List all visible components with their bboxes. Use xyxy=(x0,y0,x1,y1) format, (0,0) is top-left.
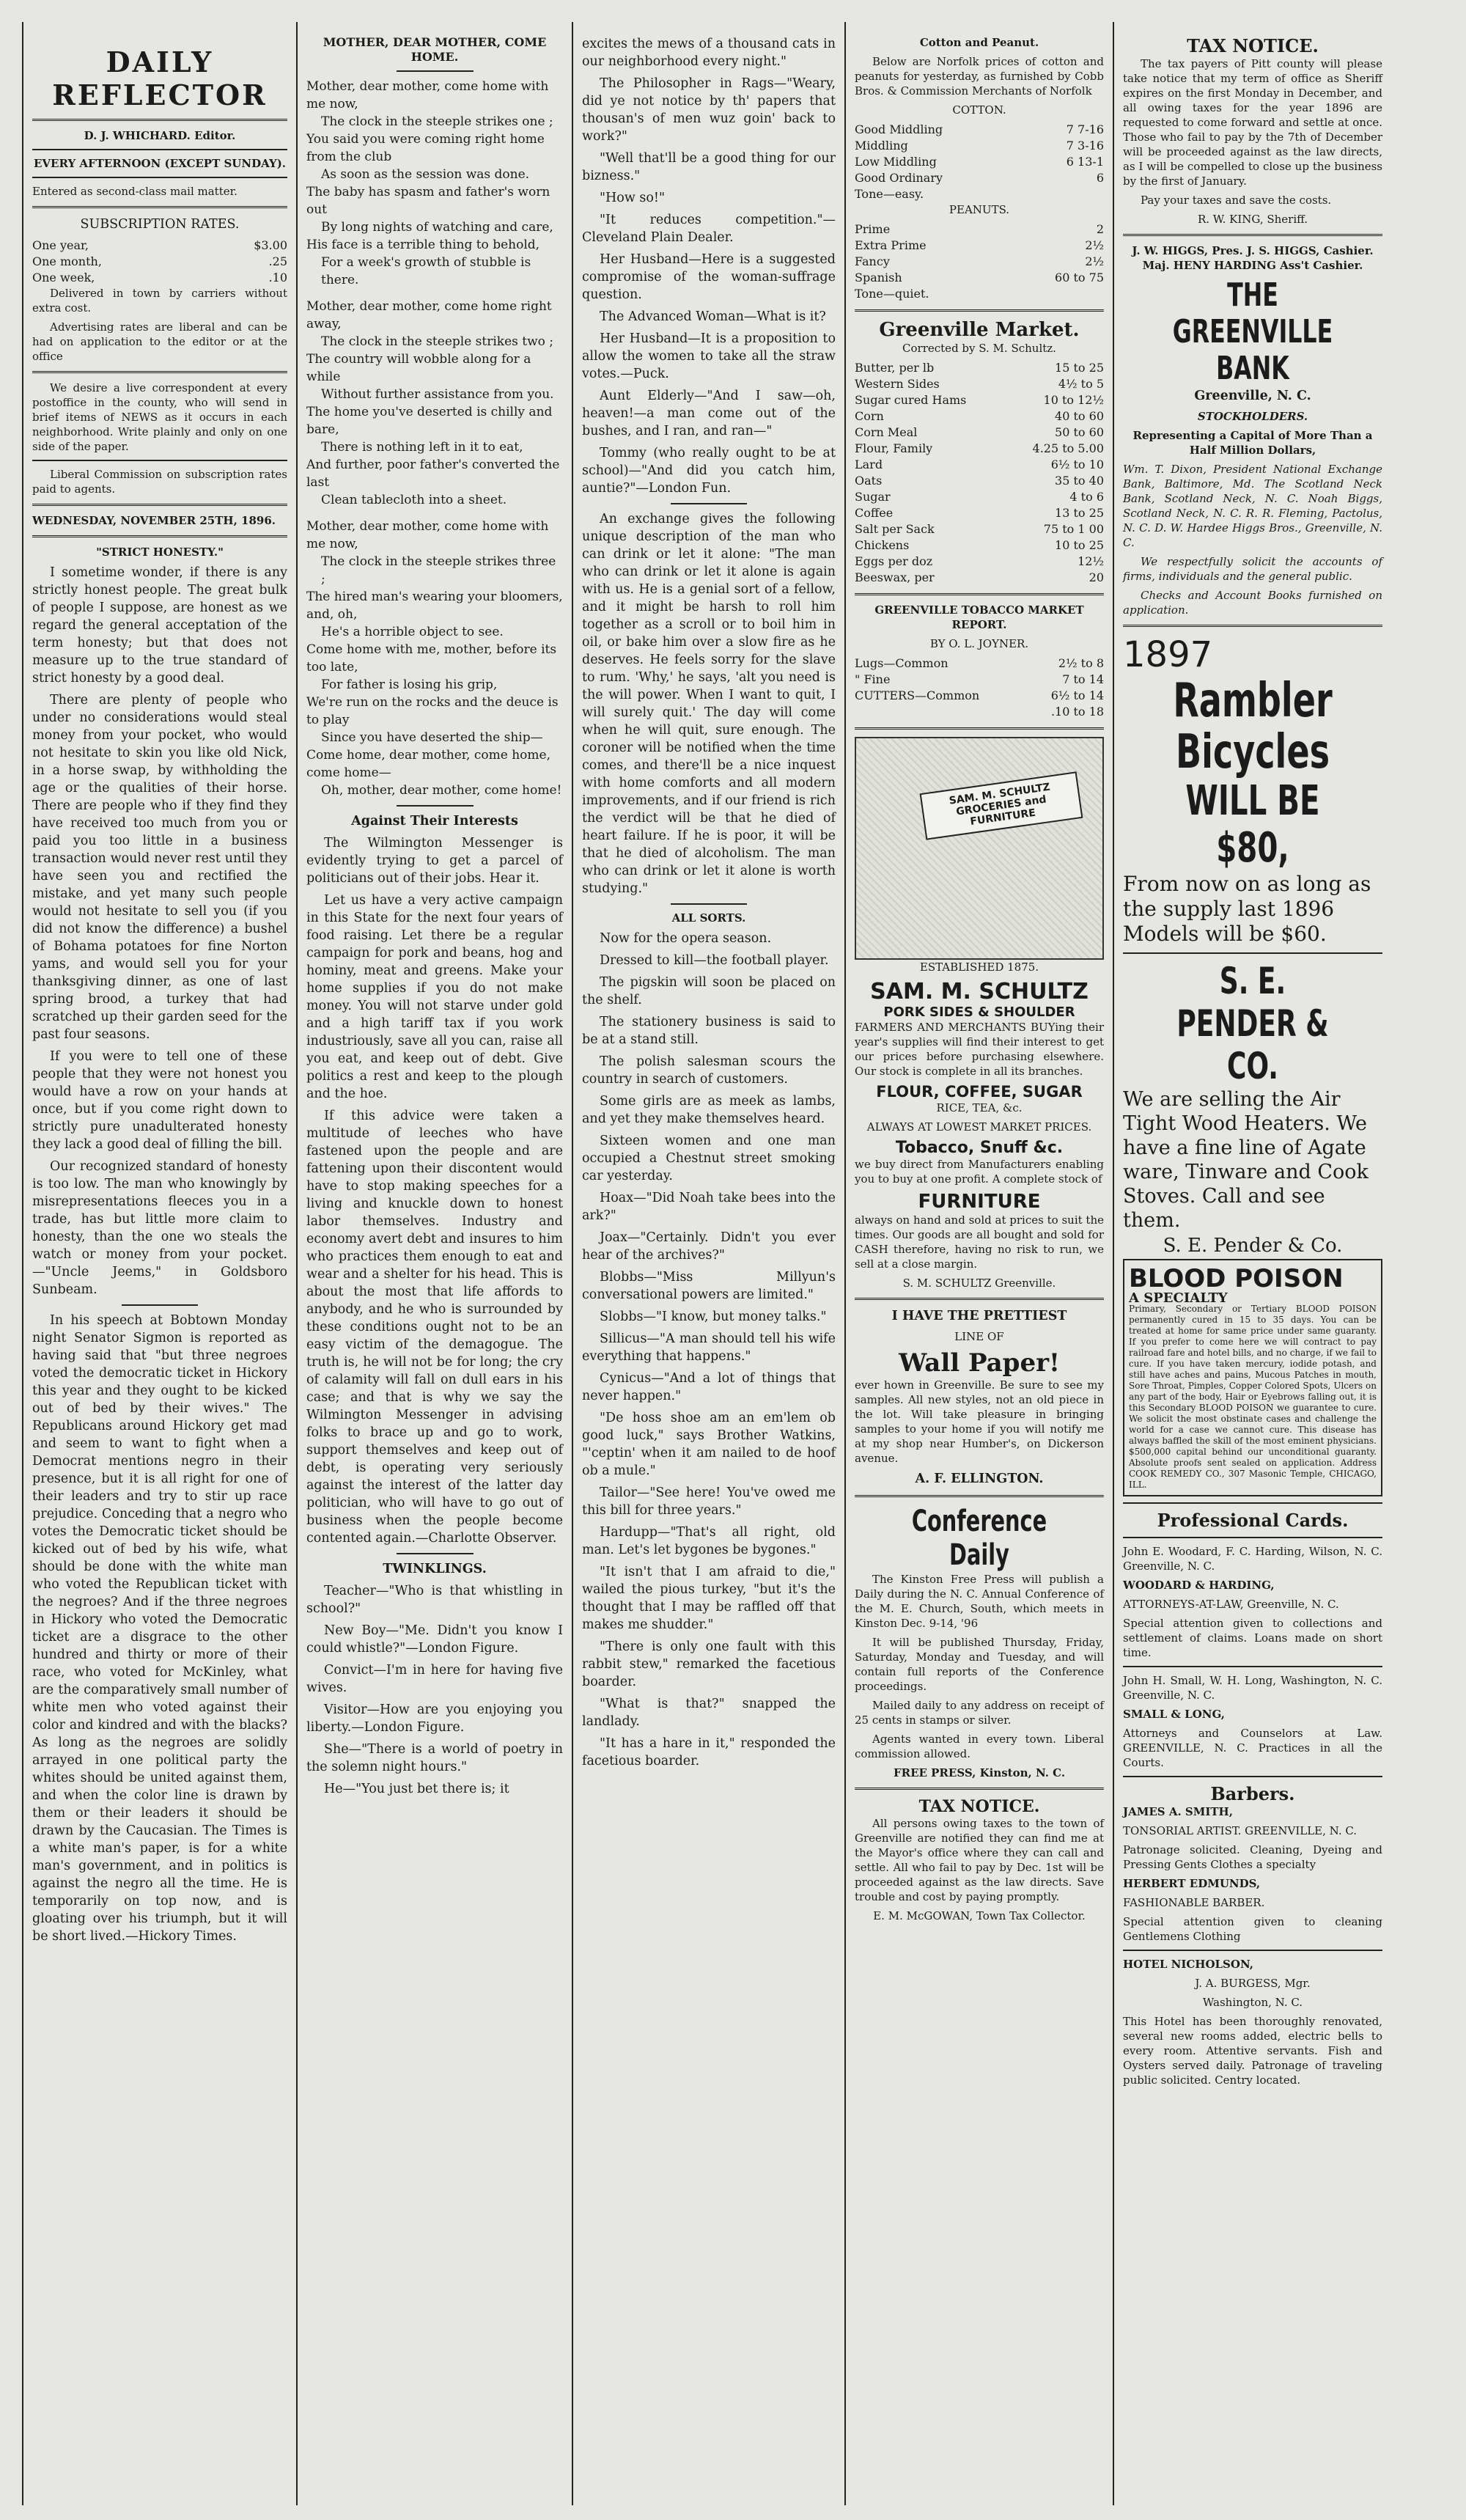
joke-paragraph: Aunt Elderly—"And I saw—oh, heaven!—a man come out of the bushes, and I ran, and ran—" xyxy=(582,389,836,438)
card-name: HOTEL NICHOLSON, xyxy=(1123,1958,1253,1971)
divider xyxy=(1123,234,1382,236)
joke-paragraph: Visitor—How are you enjoying you liberty.—London Figure. xyxy=(306,1702,563,1735)
price-row: Salt per Sack 75 to 1 00 xyxy=(855,522,1104,536)
cotton-title: Cotton and Peanut. xyxy=(919,36,1039,49)
column-rule xyxy=(296,22,298,2505)
divider xyxy=(32,460,287,461)
divider xyxy=(32,535,287,537)
price-row: Oats 35 to 40 xyxy=(855,474,1104,488)
poem-line: The hired man's wearing your bloomers, and, oh, xyxy=(306,589,563,622)
rambler-headline: Rambler Bicycles xyxy=(1173,674,1333,779)
divider xyxy=(1123,1502,1382,1504)
divider xyxy=(397,805,474,807)
column-poem xyxy=(299,29,570,2505)
peanuts-table xyxy=(855,221,1104,302)
article-title: "STRICT HONESTY." xyxy=(96,545,224,559)
poem-line: Mother, dear mother, come home with me now, xyxy=(306,79,549,111)
rates-list xyxy=(32,238,287,286)
joke-paragraph: The Philosopher in Rags—"Weary, did ye not notice by th' papers that thousan's of men wuz goin' back to work?" xyxy=(582,76,836,144)
card-title: ATTORNEYS-AT-LAW, Greenville, N. C. xyxy=(1123,1598,1339,1611)
poem-line: By long nights of watching and care, xyxy=(321,220,553,235)
tax-text: All persons owing taxes to the town of Greenville are notified they can find me at the Mayor's office where they can call and settle. All who fail to pay by Dec. 1st will be proceeded against as the law directs. Save trouble and cost by paying promptly. xyxy=(855,1817,1104,1903)
brief-item: "It has a hare in it," responded the facetious boarder. xyxy=(582,1736,836,1768)
column-rule xyxy=(22,22,23,2505)
market-title: Greenville Market. xyxy=(879,319,1080,341)
column-markets xyxy=(847,29,1111,2505)
card-name: JAMES A. SMITH, xyxy=(1123,1805,1233,1818)
joke-paragraph: Her Husband—Here is a suggested compromise of the woman-suffrage question. xyxy=(582,252,836,302)
poem-line: Come home with me, mother, before its too late, xyxy=(306,642,557,675)
joke-paragraph: He—"You just bet there is; it xyxy=(324,1782,509,1796)
brief-item: Now for the opera season. xyxy=(600,931,772,946)
joke-paragraph: "It reduces competition."—Cleveland Plain Dealer. xyxy=(582,213,836,245)
wallpaper-text: ever hown in Greenville. Be sure to see my samples. All new styles, not an old piece in the lot. Will take pleasure in bringing samples to your home if you will notify me at my shop near Humber's, on Dickerson avenue. xyxy=(855,1378,1104,1465)
divider xyxy=(671,903,747,905)
brief-item: Joax—"Certainly. Didn't you ever hear of the archives?" xyxy=(582,1230,836,1263)
divider xyxy=(32,177,287,178)
furniture-line: FURNITURE xyxy=(918,1191,1041,1213)
poem xyxy=(306,78,563,799)
divider xyxy=(1123,625,1382,627)
poem-line: You said you were coming right home from the club xyxy=(306,132,545,164)
brief-item: Dressed to kill—the football player. xyxy=(600,953,829,968)
tobacco-byline: BY O. L. JOYNER. xyxy=(929,637,1029,650)
price-row: Butter, per lb 15 to 25 xyxy=(855,361,1104,375)
poem-line: Since you have deserted the ship— xyxy=(321,730,543,745)
poem-line: The clock in the steeple strikes two ; xyxy=(321,334,554,349)
brief-item: The polish salesman scours the country in search of customers. xyxy=(582,1054,836,1087)
article-paragraph: If you were to tell one of these people that they were not honest you would have a row on your hands at once, but if you come right down to strictly pure unadulterated honesty they lack a good deal of filling the bill. xyxy=(32,1049,287,1152)
joke-paragraph: "Well that'll be a good thing for our bizness." xyxy=(582,151,836,183)
rates-note: Delivered in town by carriers without extra cost. xyxy=(32,287,287,315)
schedule-line: EVERY AFTERNOON (EXCEPT SUNDAY). xyxy=(33,157,287,170)
market-subtitle: Corrected by S. M. Schultz. xyxy=(902,342,1056,355)
brief-item: Sillicus—"A man should tell his wife everything that happens." xyxy=(582,1331,836,1364)
article-paragraph: I sometime wonder, if there is any strictly honest people. The great bulk of people I suppose, are honest as we regard the general acceptation of the term honesty; but that does not measure up to the true standard of strict honesty by a good deal. xyxy=(32,565,287,686)
conference-text: Agents wanted in every town. Liberal commission allowed. xyxy=(855,1733,1104,1760)
free-press-signature: FREE PRESS, Kinston, N. C. xyxy=(893,1766,1066,1779)
card-text: Attorneys and Counselors at Law. GREENVILLE, N. C. Practices in all the Courts. xyxy=(1123,1727,1382,1769)
wallpaper-headline: Wall Paper! xyxy=(899,1348,1060,1378)
pender-headline: S. E. PENDER & CO. xyxy=(1176,960,1329,1087)
joke-paragraph: excites the mews of a thousand cats in our neighborhood every night." xyxy=(582,37,836,69)
bank-name: THE GREENVILLE BANK xyxy=(1172,276,1333,387)
pender-signature: S. E. Pender & Co. xyxy=(1163,1235,1343,1257)
masthead: DAILY REFLECTOR xyxy=(52,45,268,111)
schultz-name: SAM. M. SCHULTZ xyxy=(870,979,1089,1004)
divider xyxy=(32,119,287,121)
divider xyxy=(32,371,287,373)
divider xyxy=(855,593,1104,595)
tax-text: Pay your taxes and save the costs. xyxy=(1141,194,1332,207)
market-table xyxy=(855,360,1104,586)
column-rule xyxy=(572,22,573,2505)
brief-item: Sixteen women and one man occupied a Chestnut street smoking car yesterday. xyxy=(582,1134,836,1183)
established-line: ESTABLISHED 1875. xyxy=(919,960,1039,974)
poem-line: And further, poor father's converted the last xyxy=(306,458,560,490)
rate-row: One year, $3.00 xyxy=(32,238,287,252)
price-row: Low Middling 6 13-1 xyxy=(855,155,1104,169)
joke-paragraph: Convict—I'm in here for having five wives. xyxy=(306,1663,563,1695)
tax-signature: E. M. McGOWAN, Town Tax Collector. xyxy=(873,1909,1086,1922)
subscription-title: SUBSCRIPTION RATES. xyxy=(80,217,240,232)
column-rule xyxy=(1113,22,1114,2505)
divider xyxy=(32,149,287,150)
joke-paragraph: She—"There is a world of poetry in the solemn night hours." xyxy=(306,1742,563,1774)
editor-line: D. J. WHICHARD. Editor. xyxy=(84,129,236,142)
poem-line: The baby has spasm and father's worn out xyxy=(306,185,550,217)
price-row: Middling 7 3-16 xyxy=(855,139,1104,153)
divider xyxy=(397,1553,474,1554)
ellington-name: A. F. ELLINGTON. xyxy=(915,1472,1044,1486)
column-ads xyxy=(1116,29,1390,2505)
commission-note: Liberal Commission on subscription rates paid to agents. xyxy=(32,468,287,496)
article-paragraph: There are plenty of people who under no considerations would steal money from your pocket, who would not hesitate to skin you like old Nick, in a horse swap, by withholding the age or the qualities of their horse. There are people who if they find they have received too much from you or paid you too little in a business transaction would never rest until they have seen you and rectified the mistake, and yet many such people would not hesitate to sell you (if you did not know the difference) a bushel of Bohama potatoes for fine Norton yams, and would sell you for your thanksgiving dinner, as one of last spring brood, a turkey that had scratched up their garden seed for the past four seasons. xyxy=(32,693,287,1042)
article-paragraph: If this advice were taken a multitude of leeches who have fastened upon the people and are fattening upon their discontent would have to stop making speeches for a living and knuckle down to honest labor themselves. Industry and economy avert debt and insures to him who practices them enough to eat and wear and a shelter for his head. This is about the most that life affords to anybody, and he who is surrounded by these conditions ought not to be an easy victim of the demagogue. The truth is, he will not be for long; the cry of calamity will fall on dull ears in his case; and that is why we say the Wilmington Messenger in advising folks to brace up and go to work, support themselves and keep out of debt, is operating very seriously against the interest of the latter day politician, who will have to go out of business when the people become contented again.—Charlotte Observer. xyxy=(306,1109,563,1546)
price-row: Beeswax, per 20 xyxy=(855,570,1104,584)
divider xyxy=(32,504,287,506)
price-row: Corn 40 to 60 xyxy=(855,409,1104,423)
divider xyxy=(855,1495,1104,1497)
price-row: .10 to 18 xyxy=(1050,705,1104,719)
cotton-label: COTTON. xyxy=(952,103,1006,117)
flour-line: FLOUR, COFFEE, SUGAR xyxy=(876,1083,1083,1101)
column-masthead xyxy=(25,29,295,2505)
divider xyxy=(32,206,287,208)
divider xyxy=(1123,1537,1382,1538)
poem-line: As soon as the session was done. xyxy=(321,167,530,182)
brief-item: Blobbs—"Miss Millyun's conversational powers are limited." xyxy=(582,1270,836,1302)
price-row: Lard 6½ to 10 xyxy=(855,458,1104,471)
brief-item: "De hoss shoe am an em'lem ob good luck," says Brother Watkins, "'ceptin' when it am nailed to de hoof ob a mule." xyxy=(582,1411,836,1478)
price-row: Sugar 4 to 6 xyxy=(855,490,1104,504)
solicit-text: We respectfully solicit the accounts of firms, individuals and the general public. xyxy=(1123,555,1382,583)
column-humor xyxy=(575,29,843,2505)
price-row: Spanish 60 to 75 xyxy=(855,271,1104,284)
brief-item: The pigskin will soon be placed on the shelf. xyxy=(582,975,836,1007)
rambler-text: From now on as long as the supply last 1896 Models will be $60. xyxy=(1123,872,1371,946)
pork-line: PORK SIDES & SHOULDER xyxy=(883,1004,1075,1020)
divider xyxy=(1123,1666,1382,1667)
poem-line: He's a horrible object to see. xyxy=(321,625,504,639)
schultz-signature: S. M. SCHULTZ Greenville. xyxy=(902,1276,1056,1290)
poem-line: The home you've deserted is chilly and bare, xyxy=(306,405,553,437)
price-row: Prime 2 xyxy=(855,222,1104,236)
poem-line: Without further assistance from you. xyxy=(321,387,554,402)
issue-date: WEDNESDAY, NOVEMBER 25TH, 1896. xyxy=(32,514,276,527)
card-text: Patronage solicited. Cleaning, Dyeing and Pressing Gents Clothes a specialty xyxy=(1123,1843,1382,1871)
price-headline: WILL BE $80, xyxy=(1185,777,1320,872)
divider xyxy=(1123,1776,1382,1777)
joke-paragraph: The Advanced Woman—What is it? xyxy=(600,309,826,324)
price-row: CUTTERS—Common 6½ to 14 xyxy=(855,688,1104,702)
poem-line: Oh, mother, dear mother, come home! xyxy=(321,783,562,798)
correspondent-note: We desire a live correspondent at every postoffice in the county, who will send in brief items of NEWS as it occurs in each neighborhood. Write plainly and only on one side of the paper. xyxy=(32,381,287,453)
bank-location: Greenville, N. C. xyxy=(1194,389,1311,403)
tax-signature: R. W. KING, Sheriff. xyxy=(1197,213,1308,226)
tobacco-line: Tobacco, Snuff &c. xyxy=(895,1139,1064,1157)
barbers-title: Barbers. xyxy=(1210,1783,1295,1804)
price-row: Western Sides 4½ to 5 xyxy=(855,377,1104,391)
advert-note: Advertising rates are liberal and can be had on application to the editor or at the office xyxy=(32,320,287,363)
price-row: Good Middling 7 7-16 xyxy=(855,122,1104,136)
divider xyxy=(855,309,1104,312)
bp-text: Primary, Secondary or Tertiary BLOOD POISON permanently cured in 15 to 35 days. You can be treated at home for same price under same guaranty. If you prefer to come here we will contract to pay railroad fare and hotel bills, and no charge, if we fail to cure. If you have taken mercury, iodide potash, and still have aches and pains, Mucous Patches in mouth, Sore Throat, Pimples, Copper Colored Spots, Ulcers on any part of the body, Hair or Eyebrows falling out, it is this Secondary BLOOD POISON we guarantee to cure. We solicit the most obstinate cases and challenge the world for a case we cannot cure. This disease has always baffled the skill of the most eminent physicians. $500,000 capital behind our unconditional guaranty. Absolute proofs sent sealed on application. Address COOK REMEDY CO., 307 Masonic Temple, CHICAGO, ILL. xyxy=(1129,1304,1377,1490)
price-row: " Fine 7 to 14 xyxy=(855,672,1104,686)
capital-line: Representing a Capital of More Than a Half Million Dollars, xyxy=(1132,429,1373,457)
joke-paragraph: Tommy (who really ought to be at school)—"And did you catch him, auntie?"—London Fun. xyxy=(582,446,836,496)
poem-line: For a week's growth of stubble is there. xyxy=(321,255,531,287)
peanuts-label: PEANUTS. xyxy=(949,203,1010,216)
bp-subhead: A SPECIALTY xyxy=(1129,1290,1228,1306)
cotton-intro: Below are Norfolk prices of cotton and peanuts for yesterday, as furnished by Cobb Bros. & Commission Merchants of Norfolk xyxy=(855,55,1104,98)
price-row: Eggs per doz 12½ xyxy=(855,554,1104,568)
stanza-break xyxy=(306,289,563,298)
wallpaper-line1: I HAVE THE PRETTIEST xyxy=(891,1309,1067,1323)
poem-title: MOTHER, DEAR MOTHER, COME HOME. xyxy=(323,35,547,64)
price-row: Good Ordinary 6 xyxy=(855,171,1104,185)
tobacco-table xyxy=(855,655,1104,720)
poem-line: The clock in the steeple strikes one ; xyxy=(321,114,553,129)
card-name: HERBERT EDMUNDS, xyxy=(1123,1877,1261,1890)
brief-item: "There is only one fault with this rabbit stew," remarked the facetious boarder. xyxy=(582,1639,836,1689)
brief-item: "It isn't that I am afraid to die," wailed the pious turkey, "but it's the thought that I may be raffled off that makes me shudder." xyxy=(582,1565,836,1632)
pender-text: We are selling the Air Tight Wood Heaters. We have a fine line of Agate ware, Tinware and Cook Stoves. Call and see them. xyxy=(1123,1088,1369,1232)
poem-line: The clock in the steeple strikes three ; xyxy=(321,554,556,587)
bp-headline: BLOOD POISON xyxy=(1129,1264,1344,1293)
brief-item: "What is that?" snapped the landlady. xyxy=(582,1697,836,1729)
poem-line: Mother, dear mother, come home right away, xyxy=(306,299,552,331)
poem-line: The country will wobble along for a while xyxy=(306,352,531,384)
card-title: Washington, N. C. xyxy=(1202,1996,1303,2009)
divider xyxy=(855,727,1104,730)
rate-row: One week, .10 xyxy=(32,271,287,284)
article-paragraph: In his speech at Bobtown Monday night Senator Sigmon is reported as having said that "but three negroes voted the democratic ticket in Hickory this year and they ought to be kicked out of bed by their wives." The Republicans around Hickory get mad and seem to want to fight when a Democrat mentions negro in their presence, but it is all right for one of their leaders and try to stir up race prejudice. Conceding that a negro who votes the Democratic ticket should be kicked out of bed by his wife, what should be done with the white man who voted the Republican ticket with the negroes? And if the three negroes in Hickory who voted the Democratic ticket are a disgrace to the other hundred and thirty or more of their race, who voted for McKinley, what are the comparatively small number of white men who voted against their color and kindred and with the blacks? As long as the negroes are solidly arrayed in one political party the whites should be united against them, and when the color line is drawn by them or their leaders it should be drawn by the Caucasian. The Times is a white man's paper, is for a white man's government, and in politics is against the negro all the time. He is temporarily on top now, and is gloating over his triumph, but it will be short lived.—Hickory Times. xyxy=(32,1313,287,1944)
price-row: Fancy 2½ xyxy=(855,254,1104,268)
entered-line: Entered as second-class mail matter. xyxy=(32,185,237,198)
brief-item: Tailor—"See here! You've owed me this bill for three years." xyxy=(582,1485,836,1518)
tax-title: TAX NOTICE. xyxy=(918,1797,1040,1816)
lowest-prices-line: ALWAYS AT LOWEST MARKET PRICES. xyxy=(866,1120,1092,1134)
card-header: John H. Small, W. H. Long, Washington, N. C. Greenville, N. C. xyxy=(1123,1674,1382,1702)
brief-item: Cynicus—"And a lot of things that never happen." xyxy=(582,1371,836,1403)
price-row: Chickens 10 to 25 xyxy=(855,538,1104,552)
card-name: WOODARD & HARDING, xyxy=(1123,1579,1275,1592)
price-row: Extra Prime 2½ xyxy=(855,238,1104,252)
price-row: Flour, Family 4.25 to 5.00 xyxy=(855,441,1104,455)
divider xyxy=(855,1788,1104,1790)
brief-item: Slobbs—"I know, but money talks." xyxy=(600,1309,827,1324)
price-row: Corn Meal 50 to 60 xyxy=(855,425,1104,439)
article-paragraph: Our recognized standard of honesty is too low. The man who knowingly by misrepresentations fleeces you in a trade, has but little more claim to honesty, than the one wo steals the watch or money from your pocket.—"Uncle Jeems," in Goldsboro Sunbeam. xyxy=(32,1159,287,1297)
divider xyxy=(1123,952,1382,954)
store-sign: SAM. M. SCHULTZ GROCERIES and FURNITURE xyxy=(920,771,1083,840)
joke-paragraph: Teacher—"Who is that whistling in school?" xyxy=(306,1584,563,1616)
poem-line: Come home, dear mother, come home, come home— xyxy=(306,748,550,780)
section-title: TWINKLINGS. xyxy=(383,1562,487,1576)
joke-paragraph: New Boy—"Me. Didn't you know I could whistle?"—London Figure. xyxy=(306,1623,563,1656)
card-text: Special attention given to cleaning Gentlemens Clothing xyxy=(1123,1915,1382,1943)
price-row: Lugs—Common 2½ to 8 xyxy=(855,656,1104,670)
checks-text: Checks and Account Books furnished on application. xyxy=(1123,589,1382,617)
price-row: Sugar cured Hams 10 to 12½ xyxy=(855,393,1104,407)
wallpaper-line2: LINE OF xyxy=(954,1330,1004,1343)
tax-title: TAX NOTICE. xyxy=(1187,35,1319,56)
brief-item: The stationery business is said to be at a stand still. xyxy=(582,1015,836,1047)
card-text: This Hotel has been thoroughly renovated, several new rooms added, electric bells to every room. Attentive servants. Fish and Oysters served daily. Patronage of traveling public solicited. Centry located. xyxy=(1123,2015,1382,2087)
professional-cards-title: Professional Cards. xyxy=(1157,1510,1349,1531)
card-name: SMALL & LONG, xyxy=(1123,1708,1225,1721)
tax-text: The tax payers of Pitt county will please take notice that my term of office as Sheriff expires on the first Monday in December, and all owing taxes for the year 1896 are requested to come forward and settle at once. Those who fail to pay by the 7th of December will be proceeded against as the law directs, as I will be compelled to close up the business by the first of January. xyxy=(1123,57,1382,188)
article-paragraph: The Wilmington Messenger is evidently trying to get a parcel of politicians out of their jobs. Hear it. xyxy=(306,836,563,886)
card-text: Special attention given to collections and settlement of claims. Loans made on short time. xyxy=(1123,1617,1382,1659)
tobacco-title: GREENVILLE TOBACCO MARKET REPORT. xyxy=(874,603,1084,631)
blood-poison-ad xyxy=(1123,1259,1382,1496)
joke-paragraph: Her Husband—It is a proposition to allow the women to take all the straw votes.—Puck. xyxy=(582,331,836,381)
card-header: John E. Woodard, F. C. Harding, Wilson, N. C. Greenville, N. C. xyxy=(1123,1545,1382,1573)
poem-line: Mother, dear mother, come home with me now, xyxy=(306,519,549,551)
divider xyxy=(1123,1950,1382,1951)
divider xyxy=(671,503,747,504)
cotton-table xyxy=(855,122,1104,202)
conference-headline: Conference Daily xyxy=(911,1505,1047,1572)
column-rule xyxy=(844,22,846,2505)
furniture-text: always on hand and sold at prices to suit the times. Our goods are all bought and sold for CASH therefore, having no risk to run, we sell at a close margin. xyxy=(855,1213,1104,1271)
price-row: Coffee 13 to 25 xyxy=(855,506,1104,520)
rate-row: One month, .25 xyxy=(32,254,287,268)
article-paragraph: An exchange gives the following unique description of the man who can drink or let it alone: "The man who can drink or let it alone is again with us. He is a genial sort of a fellow, and it might be harsh to roll him together as a scroll or to boil him in oil, or bake him over a slow fire as he deserves. He feels sorry for the slave to rum. 'Why,' he says, 'alt you need is the will power. When I want to quit, I will surely quit.' The day will come when he will quit, sure enough. The coroner will be notified when the time comes, and there'll be a nice inquest with home comforts and all modern improvements, and if our friend is rich the verdict will be that he died of heart failure. If he is poor, it will be that he died of alcoholism. The man who can drink or let it alone is worth studying." xyxy=(582,512,836,896)
card-title: TONSORIAL ARTIST. GREENVILLE, N. C. xyxy=(1123,1824,1358,1837)
divider xyxy=(397,70,474,72)
conference-text: The Kinston Free Press will publish a Daily during the N. C. Annual Conference of the M. E. Church, South, which meets in Kinston Dec. 9-14, '96 xyxy=(855,1573,1104,1630)
poem-line: Clean tablecloth into a sheet. xyxy=(321,493,507,507)
brief-item: Hoax—"Did Noah take bees into the ark?" xyxy=(582,1191,836,1223)
poem-line: We're run on the rocks and the deuce is to play xyxy=(306,695,559,727)
brief-item: Hardupp—"That's all right, old man. Let's let bygones be bygones." xyxy=(582,1525,836,1557)
price-row: Tone—easy. xyxy=(855,187,924,201)
card-title: FASHIONABLE BARBER. xyxy=(1123,1896,1265,1909)
bank-officers: J. W. HIGGS, Pres. J. S. HIGGS, Cashier. Maj. HENY HARDING Ass't Cashier. xyxy=(1132,244,1374,272)
conference-text: Mailed daily to any address on receipt of 25 cents in stamps or silver. xyxy=(855,1699,1104,1727)
stanza-break xyxy=(306,509,563,518)
storefront-illustration xyxy=(855,737,1104,960)
joke-paragraph: "How so!" xyxy=(600,191,665,205)
poem-line: For father is losing his grip, xyxy=(321,677,498,692)
stockholders-title: STOCKHOLDERS. xyxy=(1197,410,1308,423)
poem-line: There is nothing left in it to eat, xyxy=(321,440,523,455)
price-row: Tone—quiet. xyxy=(855,287,929,301)
divider xyxy=(122,1304,198,1306)
brief-item: Some girls are as meek as lambs, and yet they make themselves heard. xyxy=(582,1094,836,1126)
article-paragraph: Let us have a very active campaign in this State for the next four years of food raising. Let there be a regular campaign for pork and beans, hog and hominy, meat and greens. Make your home supplies if you do not make money. You will not starve under gold and a high tariff tax if you work industriously, save all you can, raise all you eat, and keep out of debt. Give politics a rest and keep to the plough and the hoe. xyxy=(306,893,563,1101)
divider xyxy=(855,1298,1104,1300)
stockholders-list: Wm. T. Dixon, President National Exchange Bank, Baltimore, Md. The Scotland Neck Bank, Scotland Neck, N. C. Noah Biggs, Scotland Neck, N. C. R. R. Fleming, Pactolus, N. C. D. W. Hardee Higgs Bros., Greenville, N. C. xyxy=(1123,463,1382,549)
card-title: J. A. BURGESS, Mgr. xyxy=(1195,1977,1311,1990)
poem-line: His face is a terrible thing to behold, xyxy=(306,238,540,252)
section-title: Against Their Interests xyxy=(351,814,518,829)
conference-text: It will be published Thursday, Friday, Saturday, Monday and Tuesday, and will contain full reports of the Conference proceedings. xyxy=(855,1636,1104,1693)
year-1897: 1897 xyxy=(1123,634,1213,675)
direct-text: we buy direct from Manufacturers enabling you to buy at one profit. A complete stock of xyxy=(855,1158,1104,1186)
farmers-text: FARMERS AND MERCHANTS BUYing their year's supplies will find their interest to get our prices before purchasing elsewhere. Our stock is complete in all its branches. xyxy=(855,1021,1104,1078)
section-title: ALL SORTS. xyxy=(671,911,746,925)
rice-line: RICE, TEA, &c. xyxy=(936,1101,1023,1114)
